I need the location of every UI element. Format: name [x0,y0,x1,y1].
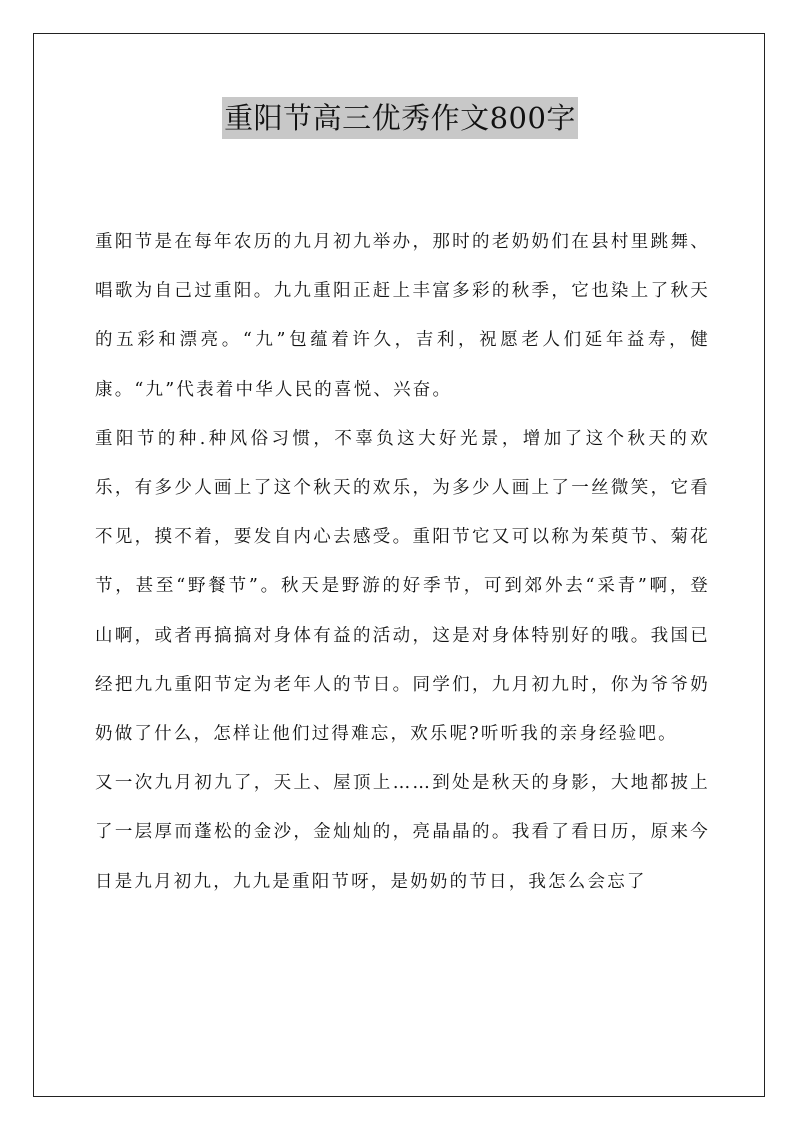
document-body [95,218,710,907]
paragraph-1: 重阳节是在每年农历的九月初九举办，那时的老奶奶们在县村里跳舞、唱歌为自己过重阳。九九重阳正赶上丰富多彩的秋季，它也染上了秋天的五彩和漂亮。“九”包蕴着许久，吉利，祝愿老人们延年益寿，健康。“九”代表着中华人民的喜悦、兴奋。 [95,232,710,400]
title-container [0,97,800,139]
document-title: 重阳节高三优秀作文800字 [222,97,578,139]
paragraph-3: 又一次九月初九了，天上、屋顶上……到处是秋天的身影，大地都披上了一层厚而蓬松的金沙，金灿灿的，亮晶晶的。我看了看日历，原来今日是九月初九，九九是重阳节呀，是奶奶的节日，我怎么会忘了 [95,773,710,892]
paragraph-2: 重阳节的种.种风俗习惯，不辜负这大好光景，增加了这个秋天的欢乐，有多少人画上了这个秋天的欢乐，为多少人画上了一丝微笑，它看不见，摸不着，要发自内心去感受。重阳节它又可以称为茱萸节、菊花节，甚至“野餐节”。秋天是野游的好季节，可到郊外去“采青”啊，登山啊，或者再搞搞对身体有益的活动，这是对身体特别好的哦。我国已经把九九重阳节定为老年人的节日。同学们，九月初九时，你为爷爷奶奶做了什么，怎样让他们过得难忘，欢乐呢?听听我的亲身经验吧。 [95,428,710,745]
